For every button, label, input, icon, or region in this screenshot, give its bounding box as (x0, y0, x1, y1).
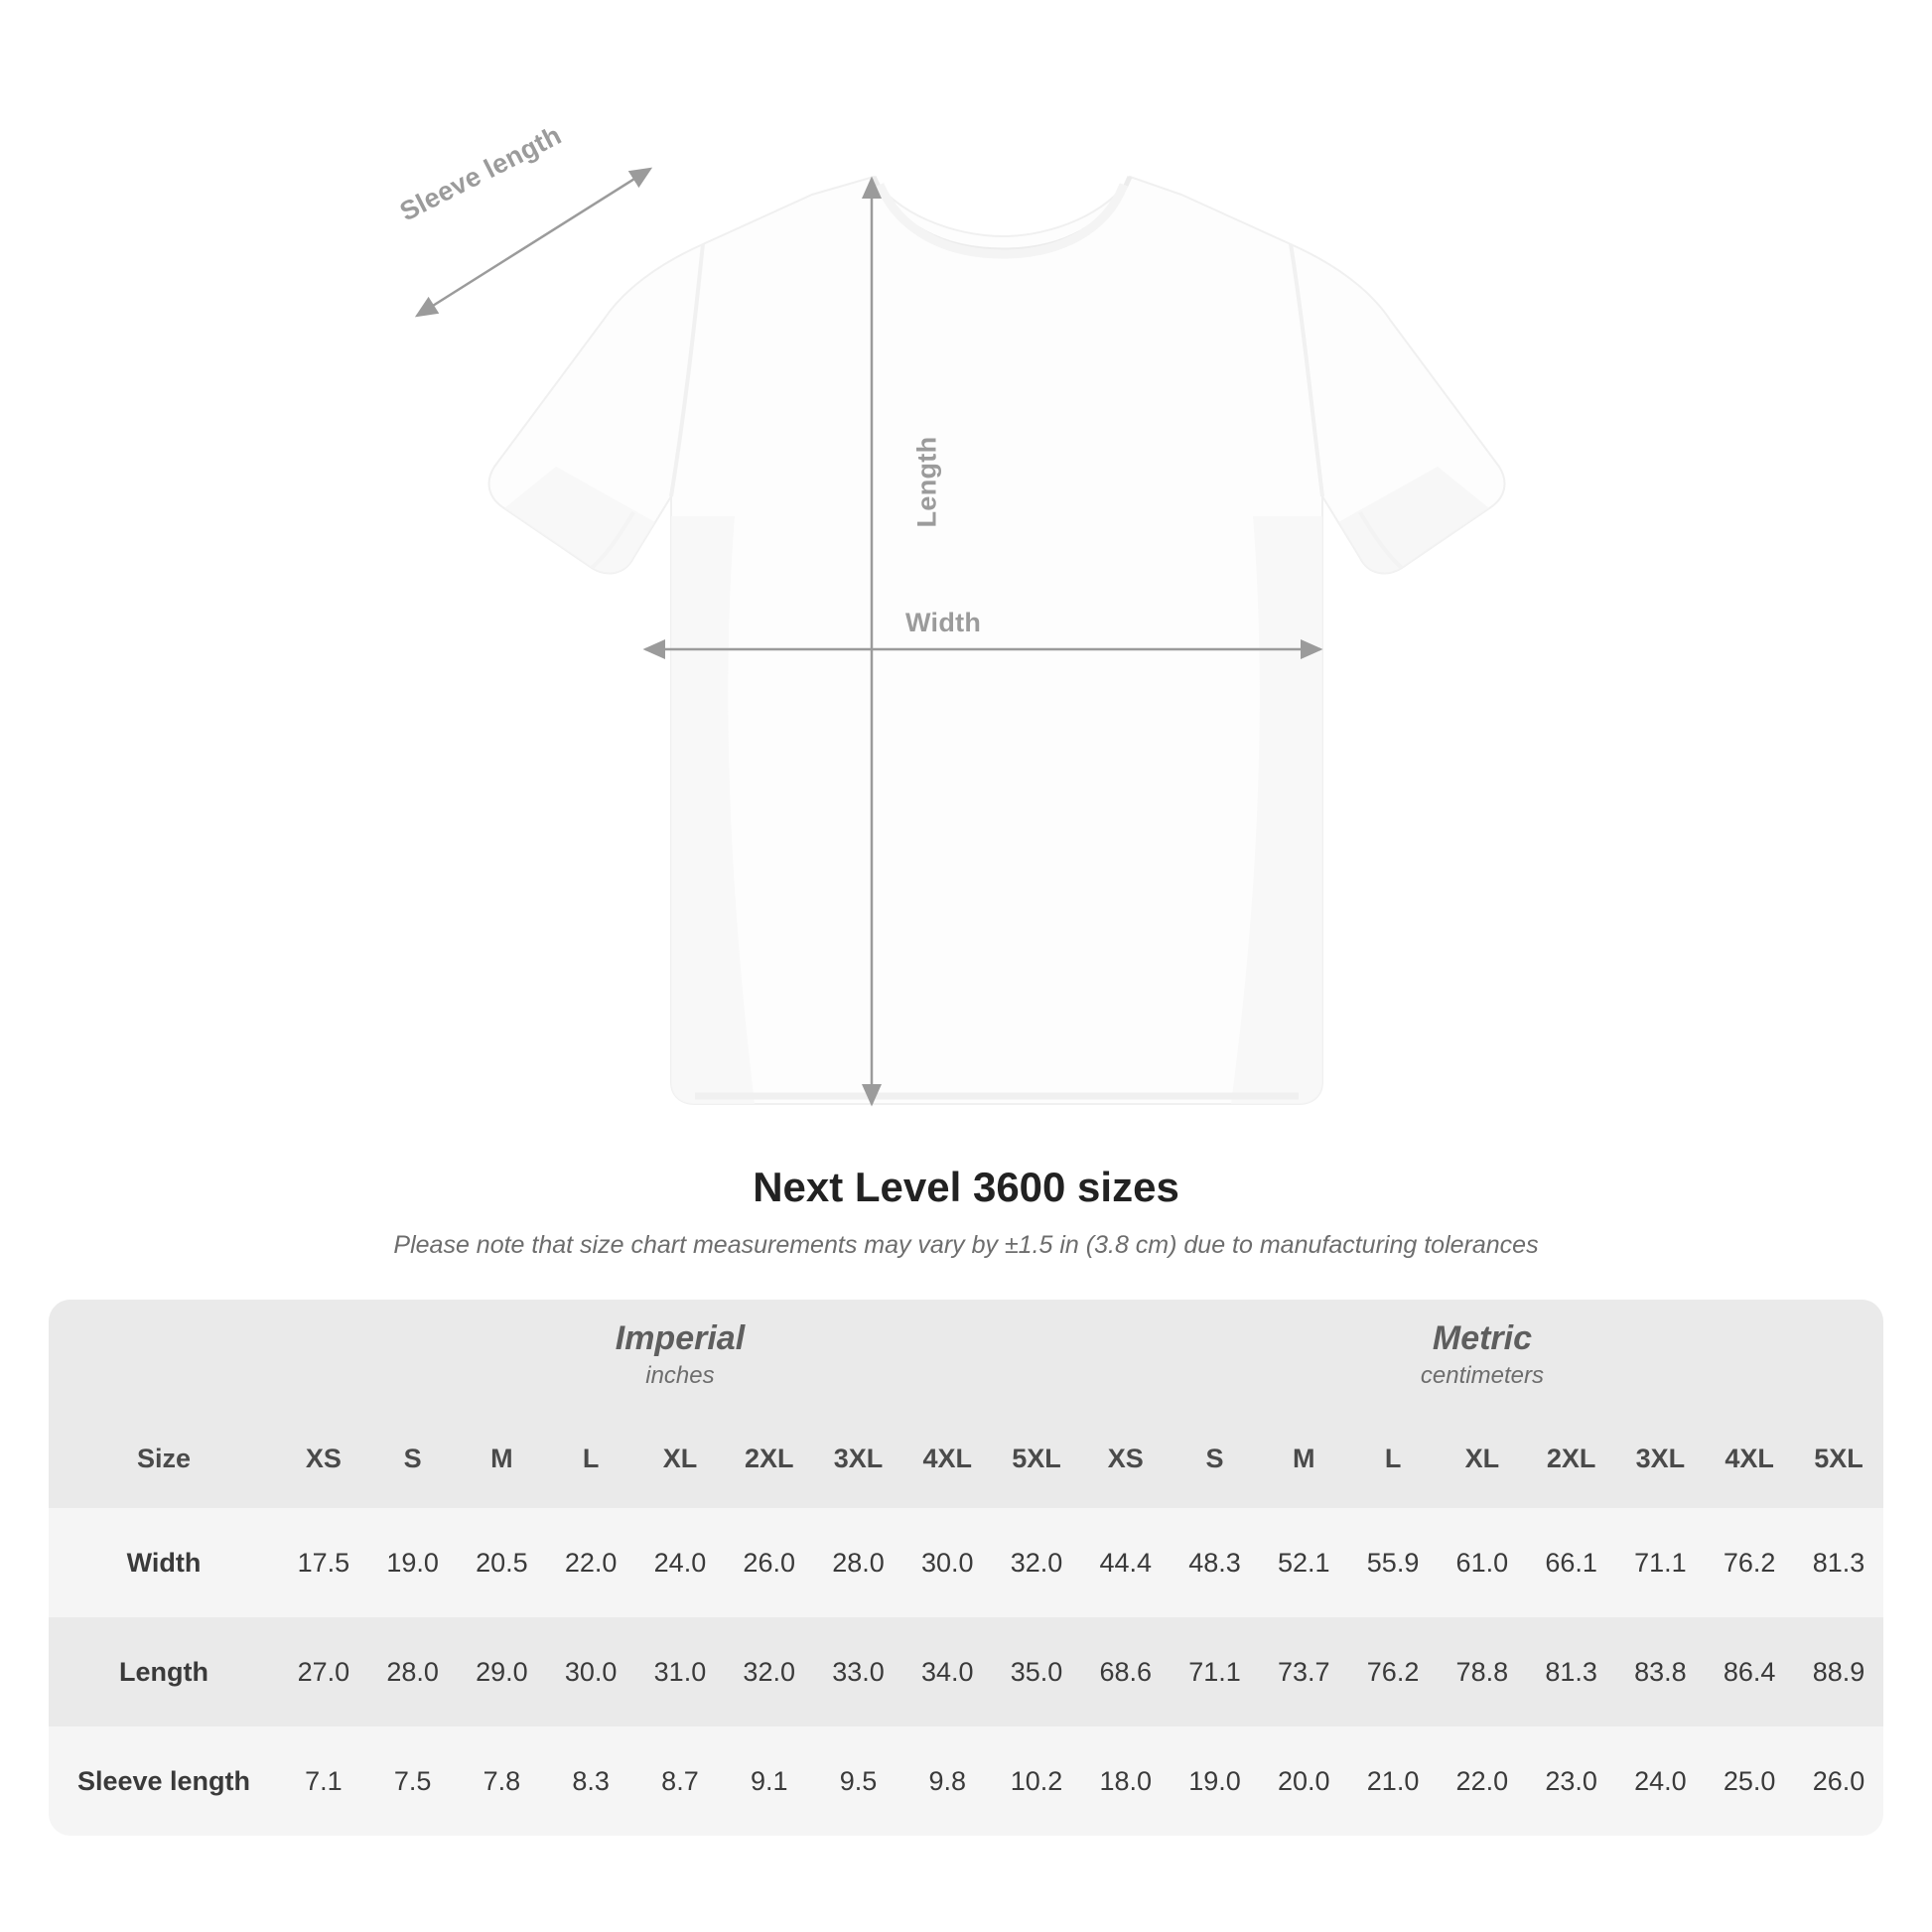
size-header-cell: 2XL (725, 1409, 814, 1508)
measurement-cell: 28.0 (814, 1508, 903, 1617)
size-chart-table (49, 1300, 1883, 1836)
measurement-cell: 81.3 (1527, 1617, 1616, 1726)
unit-header-metric (1081, 1300, 1883, 1409)
table-row (49, 1617, 1883, 1726)
page-title: Next Level 3600 sizes (753, 1164, 1179, 1210)
tolerance-note: Please note that size chart measurements may vary by ±1.5 in (3.8 cm) due to manufacturing tolerances (393, 1231, 1539, 1259)
measurement-cell: 52.1 (1259, 1508, 1348, 1617)
measurement-cell: 8.7 (635, 1726, 725, 1836)
table-corner-cell (49, 1300, 279, 1409)
size-header-cell: XS (1081, 1409, 1171, 1508)
measurement-cell: 27.0 (279, 1617, 368, 1726)
measurement-cell: 35.0 (992, 1617, 1081, 1726)
size-header-cell: XS (279, 1409, 368, 1508)
row-label: Width (49, 1508, 279, 1617)
measurement-cell: 20.0 (1259, 1726, 1348, 1836)
measurement-cell: 33.0 (814, 1617, 903, 1726)
measurement-cell: 24.0 (1615, 1726, 1705, 1836)
unit-name: Imperial (615, 1319, 746, 1358)
table-row (49, 1726, 1883, 1836)
row-label: Sleeve length (49, 1726, 279, 1836)
measurement-cell: 19.0 (1171, 1726, 1260, 1836)
measurement-cell: 7.5 (368, 1726, 458, 1836)
measurement-cell: 10.2 (992, 1726, 1081, 1836)
size-header-cell: 4XL (1705, 1409, 1794, 1508)
measurement-cell: 21.0 (1348, 1726, 1438, 1836)
measurement-cell: 71.1 (1615, 1508, 1705, 1617)
measurement-cell: 71.1 (1171, 1617, 1260, 1726)
size-header-cell: 2XL (1527, 1409, 1616, 1508)
measurement-cell: 30.0 (902, 1508, 992, 1617)
measurement-cell: 8.3 (546, 1726, 635, 1836)
size-header-cell: 3XL (814, 1409, 903, 1508)
measurement-cell: 32.0 (725, 1617, 814, 1726)
size-header-cell: M (458, 1409, 547, 1508)
unit-subtitle: inches (645, 1361, 715, 1389)
width-label: Width (905, 608, 982, 637)
measurement-cell: 29.0 (458, 1617, 547, 1726)
measurement-cell: 78.8 (1438, 1617, 1527, 1726)
measurement-cell: 48.3 (1171, 1508, 1260, 1617)
measurement-cell: 86.4 (1705, 1617, 1794, 1726)
measurement-cell: 7.1 (279, 1726, 368, 1836)
size-header-cell: 5XL (992, 1409, 1081, 1508)
measurement-cell: 30.0 (546, 1617, 635, 1726)
measurement-cell: 22.0 (546, 1508, 635, 1617)
measurement-cell: 44.4 (1081, 1508, 1171, 1617)
measurement-cell: 73.7 (1259, 1617, 1348, 1726)
measurement-cell: 24.0 (635, 1508, 725, 1617)
measurement-cell: 19.0 (368, 1508, 458, 1617)
measurement-cell: 66.1 (1527, 1508, 1616, 1617)
measurement-cell: 17.5 (279, 1508, 368, 1617)
size-header-row (49, 1409, 1883, 1508)
size-header-cell: L (546, 1409, 635, 1508)
measurement-cell: 22.0 (1438, 1726, 1527, 1836)
size-column-header: Size (49, 1409, 279, 1508)
measurement-cell: 83.8 (1615, 1617, 1705, 1726)
size-header-cell: 4XL (902, 1409, 992, 1508)
measurement-cell: 32.0 (992, 1508, 1081, 1617)
size-header-cell: S (1171, 1409, 1260, 1508)
size-header-cell: 5XL (1794, 1409, 1883, 1508)
measurement-cell: 68.6 (1081, 1617, 1171, 1726)
measurement-cell: 18.0 (1081, 1726, 1171, 1836)
measurement-cell: 31.0 (635, 1617, 725, 1726)
size-chart-table-wrapper (49, 1300, 1883, 1836)
measurement-cell: 61.0 (1438, 1508, 1527, 1617)
size-header-cell: S (368, 1409, 458, 1508)
sleeve-length-label: Sleeve length (394, 119, 567, 227)
unit-name: Metric (1432, 1319, 1533, 1358)
measurement-cell: 26.0 (1794, 1726, 1883, 1836)
measurement-cell: 9.1 (725, 1726, 814, 1836)
measurement-cell: 7.8 (458, 1726, 547, 1836)
unit-header-row (49, 1300, 1883, 1409)
size-header-cell: L (1348, 1409, 1438, 1508)
measurement-cell: 9.8 (902, 1726, 992, 1836)
tshirt-shape (489, 177, 1505, 1104)
measurement-cell: 28.0 (368, 1617, 458, 1726)
size-header-cell: XL (1438, 1409, 1527, 1508)
row-label: Length (49, 1617, 279, 1726)
measurement-cell: 34.0 (902, 1617, 992, 1726)
size-header-cell: M (1259, 1409, 1348, 1508)
length-label: Length (911, 436, 942, 528)
measurement-cell: 55.9 (1348, 1508, 1438, 1617)
table-row (49, 1508, 1883, 1617)
size-header-cell: 3XL (1615, 1409, 1705, 1508)
measurement-cell: 76.2 (1348, 1617, 1438, 1726)
title-block (0, 1164, 1932, 1260)
measurement-cell: 88.9 (1794, 1617, 1883, 1726)
measurement-cell: 25.0 (1705, 1726, 1794, 1836)
measurement-cell: 81.3 (1794, 1508, 1883, 1617)
measurement-cell: 76.2 (1705, 1508, 1794, 1617)
measurement-cell: 20.5 (458, 1508, 547, 1617)
measurement-cell: 23.0 (1527, 1726, 1616, 1836)
measurement-cell: 26.0 (725, 1508, 814, 1617)
unit-header-imperial (279, 1300, 1081, 1409)
measurement-cell: 9.5 (814, 1726, 903, 1836)
size-header-cell: XL (635, 1409, 725, 1508)
unit-subtitle: centimeters (1420, 1361, 1544, 1389)
